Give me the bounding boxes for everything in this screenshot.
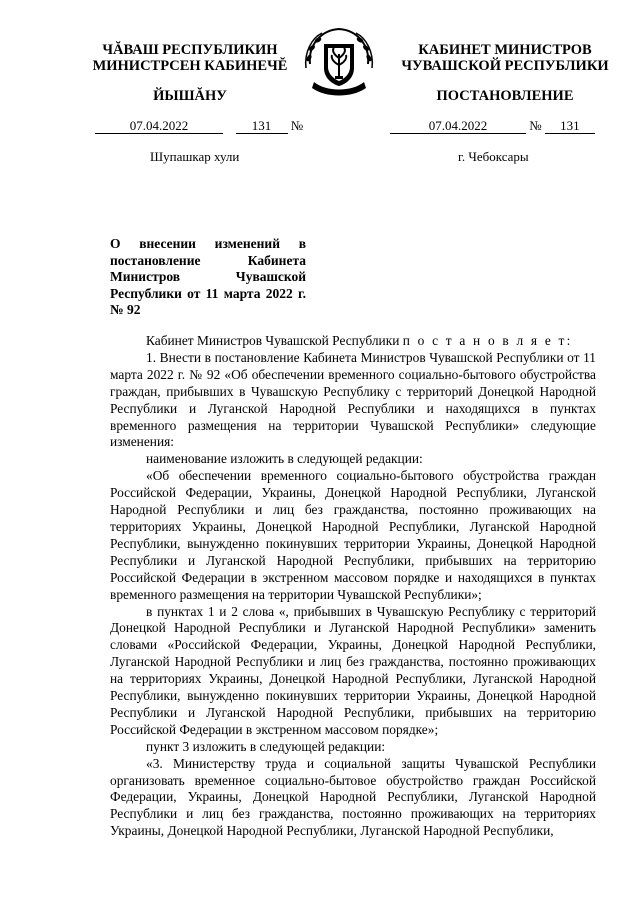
header-right-title <box>380 42 630 74</box>
body-paragraph: в пунктах 1 и 2 слова «, прибывших в Чувашскую Республику с территорий Донецкой Народной Республики и Луганской Народной Республики» заменить словами «Российской Федерации, Украины, Донецкой Народной Республики, Луганской Народной Республики и лиц без гражданства, постоянно проживающих на территориях Украины, Донецкой Народной Республики, Луганской Народной Республики, вынужденно покинувших территории Украины, Донецкой Народной Республики и Луганской Народной Республики, прибывших на территорию Российской Федерации в экстренном массовом порядке»; <box>110 603 596 737</box>
intro-text: Кабинет Министров Чувашской Республики <box>146 333 403 348</box>
doc-date-right: 07.04.2022 <box>390 118 526 134</box>
body-paragraph: пункт 3 изложить в следующей редакции: <box>146 738 386 754</box>
number-sign-left: № <box>290 118 304 133</box>
body-paragraph: «3. Министерству труда и социальной защиты Чувашской Республики организовать временное социально-бытовое обустройство граждан Российской Федерации, Украины, Донецкой Народной Республики, Луганской Народной Республики и лиц без гражданства, постоянно проживающих на территориях Украины, Донецкой Народной Республики, Луганской Народной Республики, <box>110 755 596 839</box>
body-paragraph: наименование изложить в следующей редакции: <box>146 451 423 467</box>
body-paragraph: 1. Внести в постановление Кабинета Министров Чувашской Республики от 11 марта 2022 г. № 92 «Об обеспечении временного социально-бытового обустройства граждан, прибывших в Чувашскую Республику с территорий Донецкой Народной Республики и Луганской Народной Республики и находящихся в пунктах временного размещения на территории Чувашской Республики» следующие изменения: <box>110 349 596 450</box>
number-sign-right: № <box>529 118 542 133</box>
intro-paragraph <box>110 333 596 350</box>
header-left-doc-type: ЙЫШĂНУ <box>153 88 227 104</box>
header-left-title <box>85 42 295 74</box>
intro-spaced-verb: п о с т а н о в л я е т: <box>402 333 573 348</box>
document-subject: О внесении изменений в постановление Кабинета Министров Чувашской Республики от 11 марта 2022 г. № 92 <box>110 236 306 317</box>
city-right: г. Чебоксары <box>458 149 529 164</box>
header-right-line2: ЧУВАШСКОЙ РЕСПУБЛИКИ <box>401 58 609 74</box>
doc-date-left: 07.04.2022 <box>95 118 223 134</box>
city-left: Шупашкар хули <box>150 149 240 164</box>
doc-number-line-left <box>95 118 303 134</box>
chuvash-coat-of-arms-icon <box>300 24 378 100</box>
header-right-line1: КАБИНЕТ МИНИСТРОВ <box>418 42 592 58</box>
header-left-line2: МИНИСТРСЕН КАБИНЕЧĔ <box>92 58 288 74</box>
doc-number-line-right <box>390 118 595 134</box>
doc-number-right: 131 <box>545 118 595 134</box>
header-right-doc-type: ПОСТАНОВЛЕНИЕ <box>436 88 574 104</box>
document-body <box>110 333 596 840</box>
doc-number-left: 131 <box>236 118 288 134</box>
header-left-line1: ЧĂВАШ РЕСПУБЛИКИН <box>102 42 278 58</box>
body-paragraph: «Об обеспечении временного социально-бытового обустройства граждан Российской Федерации, Украины, Донецкой Народной Республики, Луганской Народной Республики и лиц без гражданства, постоянно проживающих на территориях Украины, Донецкой Народной Республики, Луганской Народной Республики, вынужденно покинувших территории Украины, Донецкой Народной Республики и Луганской Народной Республики, прибывших на территорию Российской Федерации в экстренном массовом порядке и находящихся в пунктах временного размещения на территории Чувашской Республики»; <box>110 468 596 602</box>
